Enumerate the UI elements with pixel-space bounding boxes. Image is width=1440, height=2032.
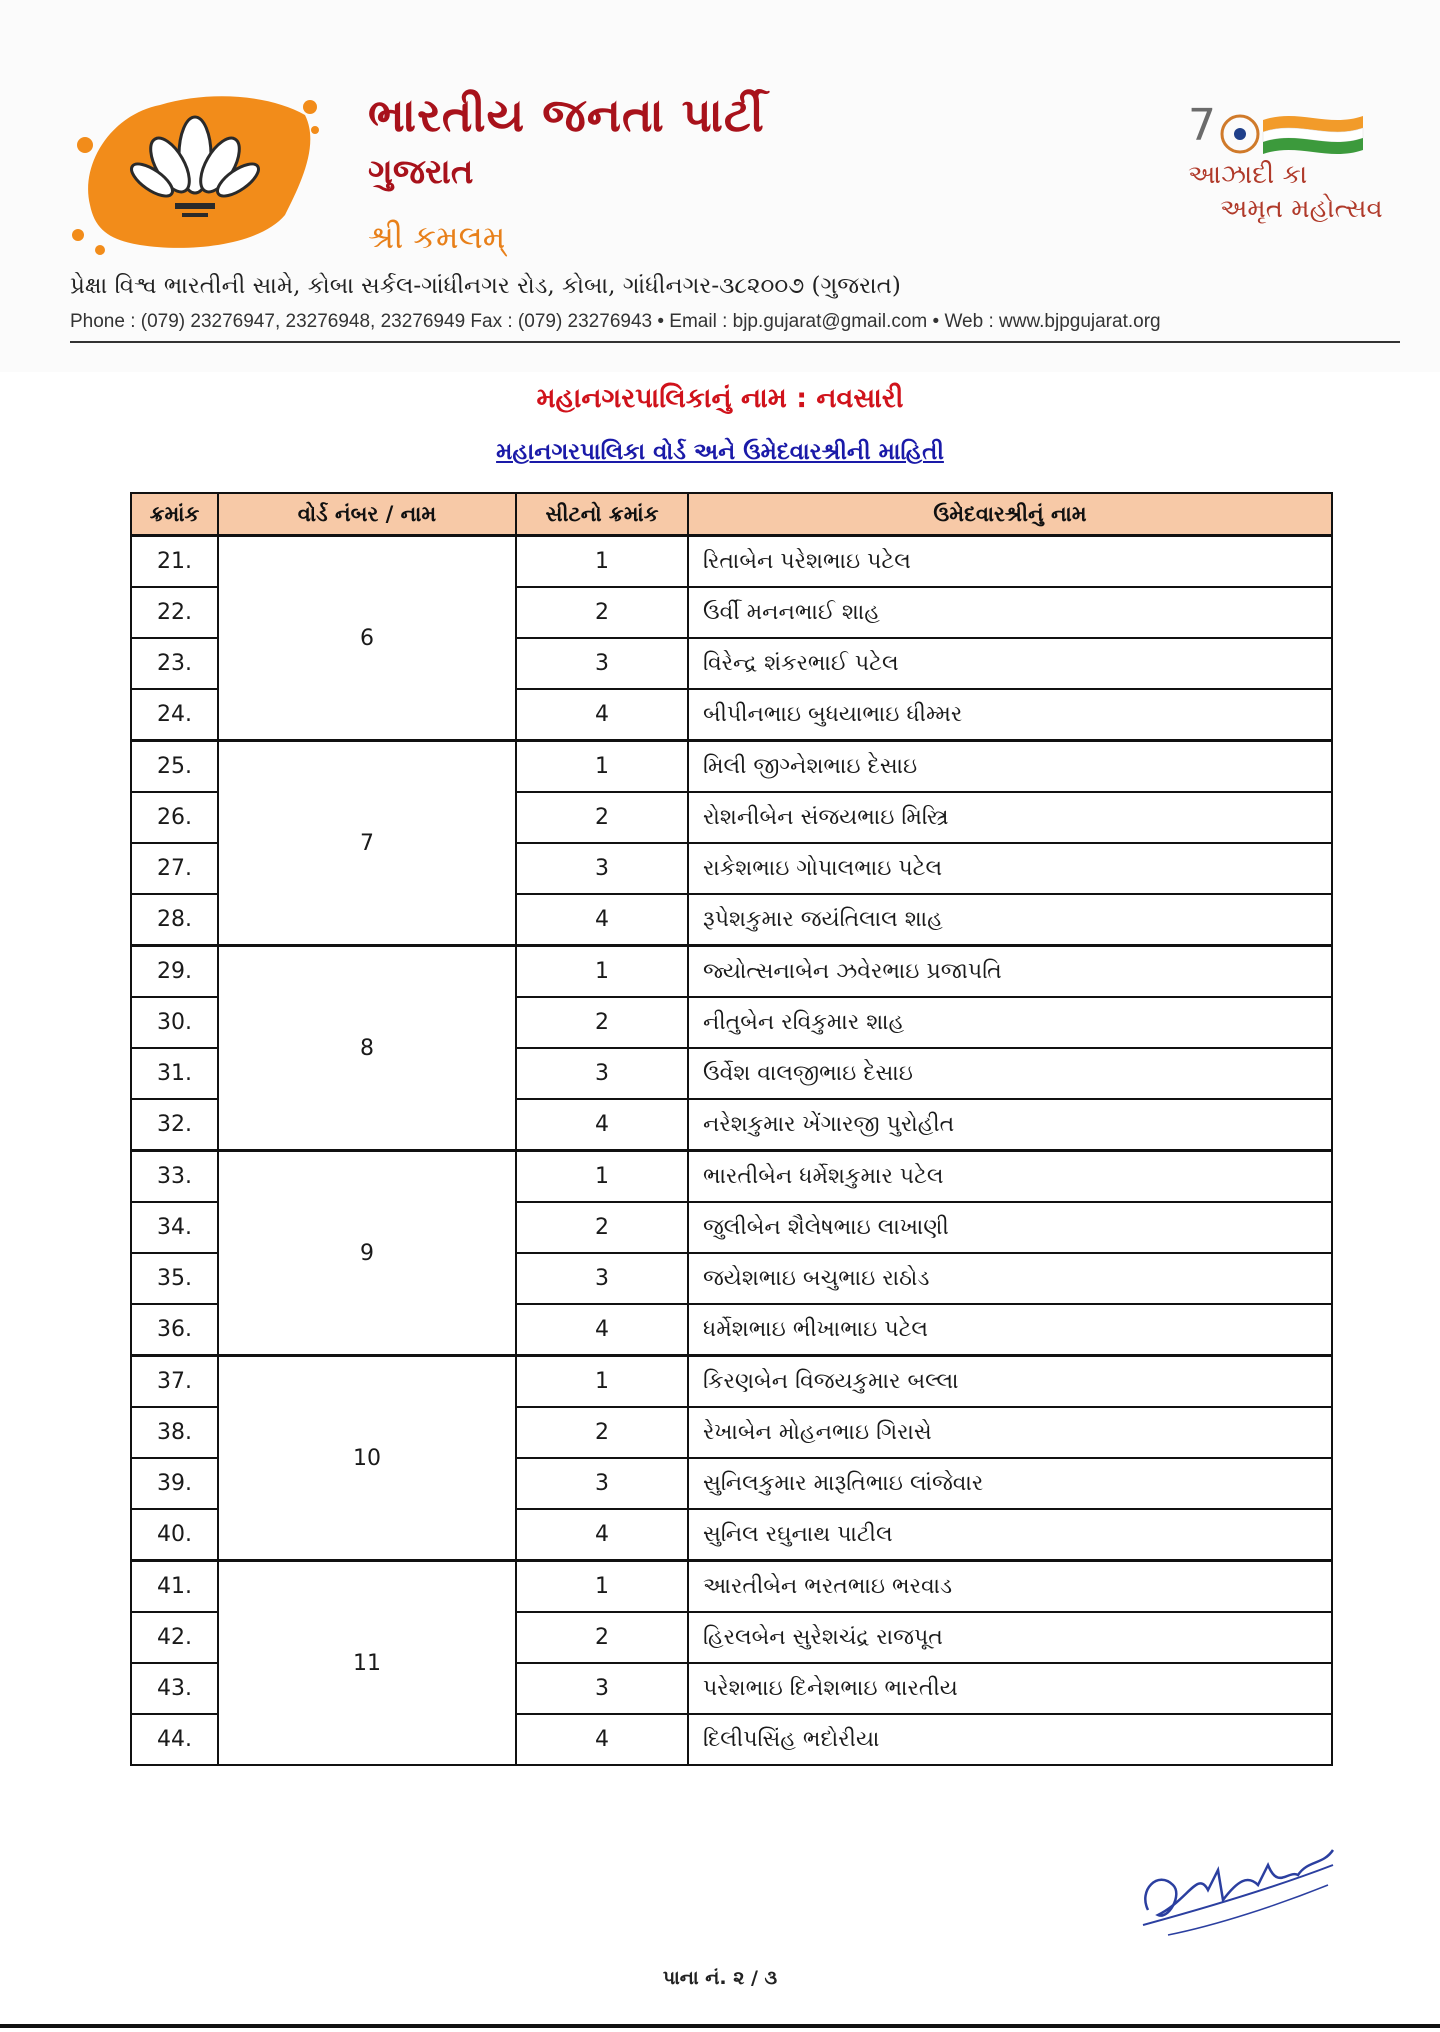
serial-cell: 31. [131, 1048, 218, 1099]
seat-cell: 3 [516, 1663, 688, 1714]
seat-cell: 4 [516, 1714, 688, 1765]
candidate-name-cell: રિતાબેન પરેશભાઇ પટેલ [688, 536, 1332, 588]
seat-cell: 2 [516, 1612, 688, 1663]
serial-cell: 26. [131, 792, 218, 843]
seat-cell: 3 [516, 1048, 688, 1099]
seat-cell: 2 [516, 997, 688, 1048]
candidate-name-cell: દિલીપસિંહ ભદોરીયા [688, 1714, 1332, 1765]
serial-cell: 28. [131, 894, 218, 946]
header-seat: સીટનો ક્રમાંક [516, 493, 688, 536]
svg-text:7: 7 [1188, 100, 1216, 151]
candidate-name-cell: હિરલબેન સુરેશચંદ્ર રાજપૂત [688, 1612, 1332, 1663]
serial-cell: 38. [131, 1407, 218, 1458]
seat-cell: 2 [516, 587, 688, 638]
corporation-title: મહાનગરપાલિકાનું નામ : નવસારી [536, 383, 904, 414]
ward-cell: 11 [218, 1561, 516, 1766]
ward-cell: 9 [218, 1151, 516, 1356]
serial-cell: 40. [131, 1509, 218, 1561]
serial-cell: 41. [131, 1561, 218, 1613]
seat-cell: 3 [516, 1253, 688, 1304]
table-row [131, 741, 1332, 793]
seat-cell: 2 [516, 1407, 688, 1458]
candidate-name-cell: સુનિલ રઘુનાથ પાટીલ [688, 1509, 1332, 1561]
signature [1128, 1830, 1338, 1950]
header-divider [70, 341, 1400, 343]
serial-cell: 43. [131, 1663, 218, 1714]
contact-details: Phone : (079) 23276947, 23276948, 23276949 Fax : (079) 23276943 • Email : bjp.gujarat@gmail.com • Web : www.bjpgujarat.org [70, 311, 1161, 332]
table-row [131, 1561, 1332, 1613]
table-row [131, 536, 1332, 588]
candidate-name-cell: ધર્મેશભાઇ ભીખાભાઇ પટેલ [688, 1304, 1332, 1356]
seat-cell: 2 [516, 1202, 688, 1253]
serial-cell: 32. [131, 1099, 218, 1151]
candidate-name-cell: આરતીબેન ભરતભાઇ ભરવાડ [688, 1561, 1332, 1613]
seat-cell: 4 [516, 689, 688, 741]
seat-cell: 4 [516, 1509, 688, 1561]
seat-cell: 3 [516, 843, 688, 894]
seat-cell: 1 [516, 1151, 688, 1203]
serial-cell: 42. [131, 1612, 218, 1663]
table-row [131, 1151, 1332, 1203]
seat-cell: 2 [516, 792, 688, 843]
seat-cell: 3 [516, 638, 688, 689]
seat-cell: 1 [516, 1561, 688, 1613]
serial-cell: 30. [131, 997, 218, 1048]
serial-cell: 33. [131, 1151, 218, 1203]
serial-cell: 21. [131, 536, 218, 588]
table-row [131, 1356, 1332, 1408]
page-number: પાના નં. ૨ / ૩ [662, 1967, 778, 1989]
header-candidate-name: ઉમેદવારશ્રીનું નામ [688, 493, 1332, 536]
candidate-name-cell: કિરણબેન વિજયકુમાર બલ્લા [688, 1356, 1332, 1408]
candidate-name-cell: રોશનીબેન સંજયભાઇ મિસ્ત્રિ [688, 792, 1332, 843]
candidate-name-cell: બીપીનભાઇ બુધયાભાઇ ધીમ્મર [688, 689, 1332, 741]
candidate-name-cell: નીતુબેન રવિકુમાર શાહ [688, 997, 1332, 1048]
candidate-name-cell: નરેશકુમાર ખેંગારજી પુરોહીત [688, 1099, 1332, 1151]
seat-cell: 1 [516, 1356, 688, 1408]
table-body [131, 536, 1332, 1766]
candidate-name-cell: જ્યોત્સનાબેન ઝવેરભાઇ પ્રજાપતિ [688, 946, 1332, 998]
serial-cell: 23. [131, 638, 218, 689]
ward-cell: 6 [218, 536, 516, 741]
candidate-name-cell: રૂપેશકુમાર જયંતિલાલ શાહ [688, 894, 1332, 946]
party-name: ભારતીય જનતા પાર્ટી [368, 88, 765, 142]
info-title: મહાનગરપાલિકા વોર્ડ અને ઉમેદવારશ્રીની માહિતી [496, 439, 944, 465]
header-ward: વોર્ડ નંબર / નામ [218, 493, 516, 536]
serial-cell: 35. [131, 1253, 218, 1304]
table-header-row [131, 493, 1332, 536]
candidate-name-cell: રાકેશભાઇ ગોપાલભાઇ પટેલ [688, 843, 1332, 894]
table-row [131, 946, 1332, 998]
seat-cell: 1 [516, 741, 688, 793]
candidate-name-cell: સુનિલકુમાર મારૂતિભાઇ લાંજેવાર [688, 1458, 1332, 1509]
party-state: ગુજરાત [368, 152, 474, 192]
azadi-text-line1: આઝાદી કા [1188, 160, 1308, 190]
seat-cell: 4 [516, 1099, 688, 1151]
azadi-text-line2: અમૃત મહોત્સવ [1220, 194, 1383, 224]
serial-cell: 37. [131, 1356, 218, 1408]
serial-cell: 29. [131, 946, 218, 998]
ward-cell: 7 [218, 741, 516, 946]
candidate-name-cell: વિરેન્દ્ર શંકરભાઈ પટેલ [688, 638, 1332, 689]
serial-cell: 44. [131, 1714, 218, 1765]
office-name: શ્રી કમલમ્ [368, 218, 506, 256]
serial-cell: 34. [131, 1202, 218, 1253]
candidate-name-cell: જયેશભાઇ બચુભાઇ રાઠોડ [688, 1253, 1332, 1304]
candidate-table [130, 492, 1333, 1766]
seat-cell: 1 [516, 536, 688, 588]
seat-cell: 3 [516, 1458, 688, 1509]
candidate-name-cell: ઉર્વી મનનભાઈ શાહ [688, 587, 1332, 638]
serial-cell: 27. [131, 843, 218, 894]
header-serial: ક્રમાંક [131, 493, 218, 536]
serial-cell: 36. [131, 1304, 218, 1356]
candidate-table-container [130, 492, 1333, 1766]
office-address: પ્રેક્ષા વિશ્વ ભારતીની સામે, કોબા સર્કલ-ગાંધીનગર રોડ, કોબા, ગાંધીનગર-૩૮૨૦૦૭ (ગુજરાત) [70, 273, 901, 299]
candidate-name-cell: મિલી જીગ્નેશભાઇ દેસાઇ [688, 741, 1332, 793]
serial-cell: 25. [131, 741, 218, 793]
serial-cell: 24. [131, 689, 218, 741]
seat-cell: 4 [516, 1304, 688, 1356]
seat-cell: 4 [516, 894, 688, 946]
bjp-lotus-logo [70, 85, 320, 255]
ward-cell: 10 [218, 1356, 516, 1561]
candidate-name-cell: ભારતીબેન ધર્મેશકુમાર પટેલ [688, 1151, 1332, 1203]
serial-cell: 39. [131, 1458, 218, 1509]
seat-cell: 1 [516, 946, 688, 998]
candidate-name-cell: ઉર્વેશ વાલજીભાઇ દેસાઇ [688, 1048, 1332, 1099]
bottom-border [0, 2024, 1440, 2028]
candidate-name-cell: જુલીબેન શૈલેષભાઇ લાખાણી [688, 1202, 1332, 1253]
candidate-name-cell: રેખાબેન મોહનભાઇ ગિરાસે [688, 1407, 1332, 1458]
ward-cell: 8 [218, 946, 516, 1151]
candidate-name-cell: પરેશભાઇ દિનેશભાઇ ભારતીય [688, 1663, 1332, 1714]
serial-cell: 22. [131, 587, 218, 638]
